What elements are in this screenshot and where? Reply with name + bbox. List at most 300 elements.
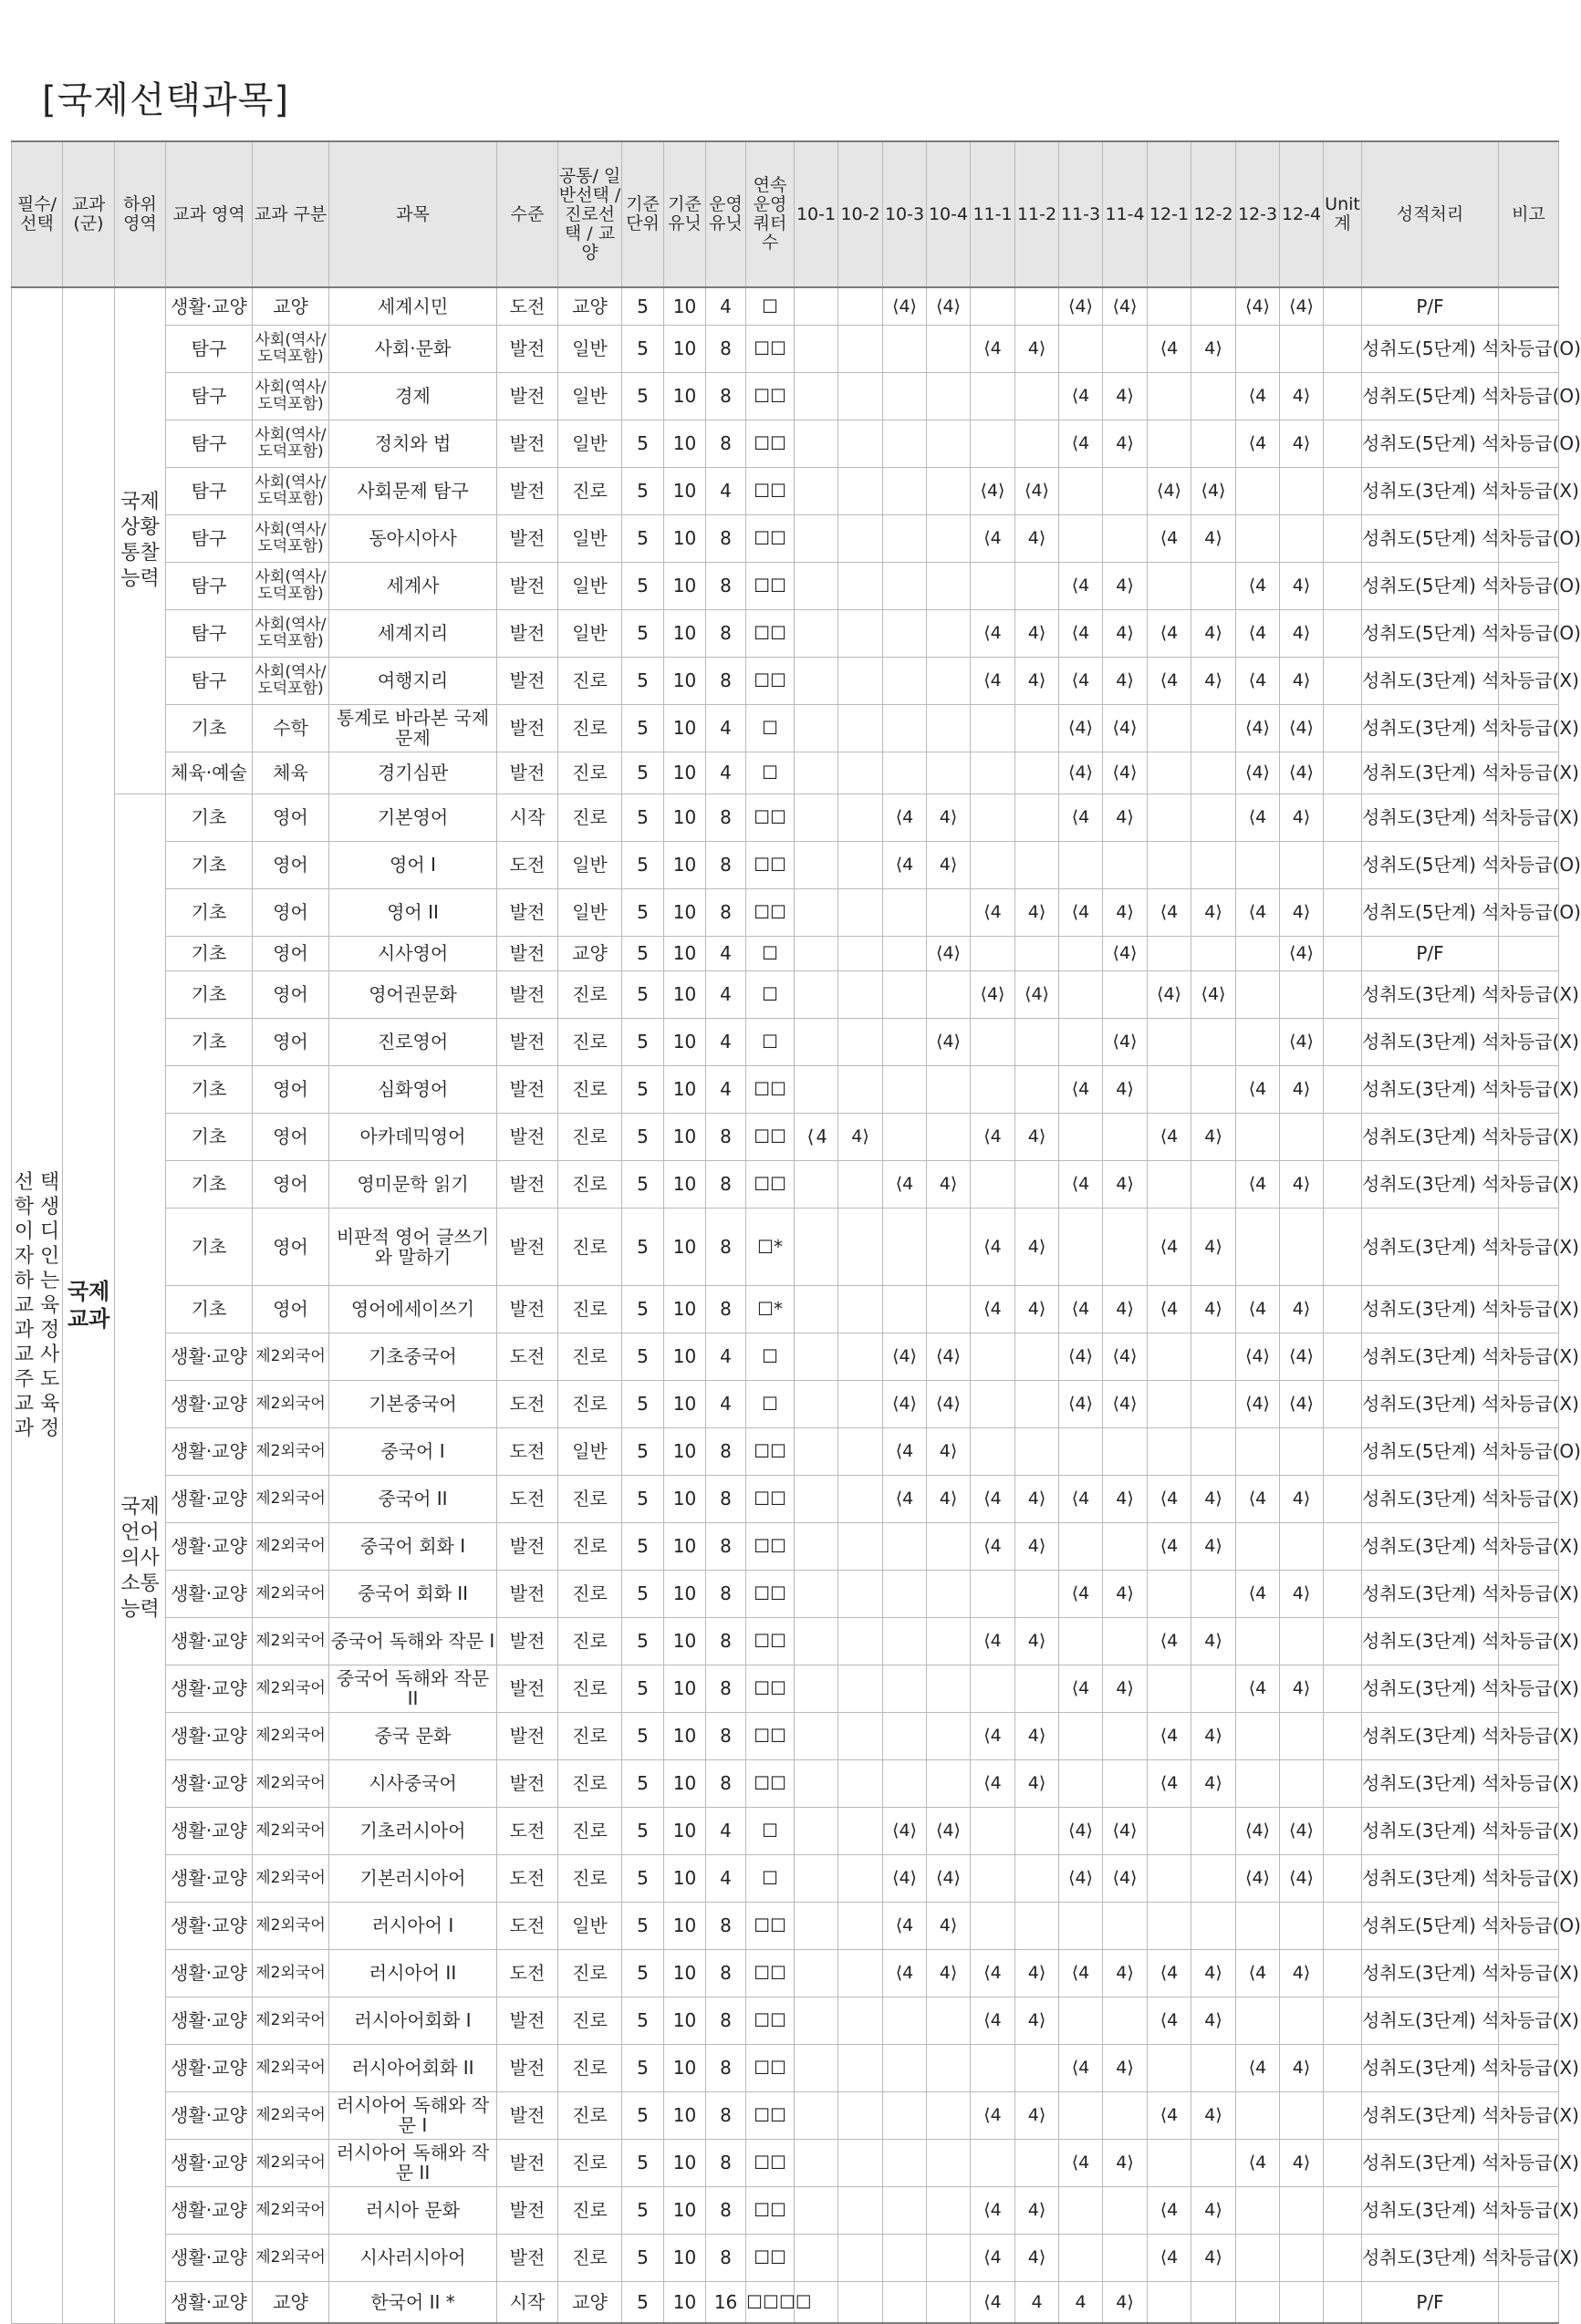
cell-std-unit: 10 (664, 1285, 706, 1333)
cell-op-unit: ☐☐ (746, 1522, 795, 1570)
cell-q12-3: ⟨4⟩ (1280, 287, 1324, 325)
cell-base-unit: 4 (706, 1333, 746, 1380)
cell-category: 세계지리 (329, 609, 497, 657)
cell-level: 진로 (558, 1665, 622, 1712)
column-header: 10-2 (838, 141, 883, 287)
cell-unit-total: 성취도(3단계) 석차등급(X) (1362, 1208, 1499, 1285)
cell-level: 진로 (558, 1018, 622, 1065)
cell-level: 진로 (558, 2186, 622, 2234)
cell-q12-2 (1236, 467, 1280, 514)
cell-q12-4 (1324, 1665, 1362, 1712)
cell-q10-2 (883, 1665, 927, 1712)
cell-q11-3: 4⟩ (1103, 2139, 1148, 2186)
cell-q12-3: 4⟩ (1280, 1570, 1324, 1617)
cell-q11-4 (1148, 1665, 1191, 1712)
cell-q10-1 (838, 325, 883, 372)
cell-track: 생활·교양 (166, 1475, 253, 1522)
cell-q10-3: ⟨4⟩ (927, 1807, 971, 1854)
cell-q12-1: 4⟩ (1191, 2186, 1236, 2234)
table-row (12, 2281, 1559, 2323)
cell-q11-2: ⟨4⟩ (1059, 1333, 1103, 1380)
cell-std-unit: 10 (664, 1018, 706, 1065)
cell-q10-4: ⟨4 (971, 609, 1015, 657)
table-row (12, 1065, 1559, 1113)
cell-q12-1: 4⟩ (1191, 1949, 1236, 1997)
cell-q11-3 (1103, 970, 1148, 1018)
sub-area-cell: 국제 언어 의사 소통 능력 (115, 794, 166, 2323)
cell-std-unit: 10 (664, 1380, 706, 1427)
cell-level: 일반 (558, 325, 622, 372)
cell-q10-1 (838, 1759, 883, 1807)
cell-q11-2: ⟨4⟩ (1059, 287, 1103, 325)
cell-q11-1 (1015, 752, 1059, 794)
cell-op-unit: ☐ (746, 287, 795, 325)
cell-quarter (795, 1475, 838, 1522)
cell-q11-4: ⟨4 (1148, 2234, 1191, 2281)
cell-q11-2 (1059, 325, 1103, 372)
cell-q11-4: ⟨4 (1148, 1475, 1191, 1522)
cell-q10-3: 4⟩ (927, 1949, 971, 1997)
cell-q12-1 (1191, 1333, 1236, 1380)
cell-q11-2: ⟨4⟩ (1059, 1854, 1103, 1902)
cell-subject: 도전 (497, 1949, 558, 1997)
cell-q11-2: ⟨4 (1059, 1475, 1103, 1522)
cell-level: 진로 (558, 1160, 622, 1208)
table-row (12, 1949, 1559, 1997)
cell-type: 5 (622, 420, 664, 467)
cell-q10-2: ⟨4 (883, 1949, 927, 1997)
cell-q12-4 (1324, 562, 1362, 609)
cell-q12-1: 4⟩ (1191, 609, 1236, 657)
cell-q10-4: ⟨4 (971, 1949, 1015, 1997)
cell-q11-4: ⟨4 (1148, 1208, 1191, 1285)
cell-q11-4: ⟨4 (1148, 1522, 1191, 1570)
cell-q10-1 (838, 372, 883, 420)
cell-q10-3 (927, 514, 971, 562)
cell-q11-4: ⟨4 (1148, 888, 1191, 936)
cell-q12-1 (1191, 372, 1236, 420)
cell-q11-3 (1103, 2186, 1148, 2234)
cell-quarter (795, 1018, 838, 1065)
cell-q12-1: 4⟩ (1191, 1475, 1236, 1522)
cell-quarter (795, 657, 838, 704)
cell-quarter (795, 1807, 838, 1854)
table-row (12, 2234, 1559, 2281)
cell-base-unit: 8 (706, 1285, 746, 1333)
cell-q10-3: 4⟩ (927, 794, 971, 841)
cell-base-unit: 4 (706, 1380, 746, 1427)
cell-std-unit: 10 (664, 1427, 706, 1475)
cell-q10-4: ⟨4 (971, 1712, 1015, 1759)
cell-category: 중국어 I (329, 1427, 497, 1475)
page-title: [국제선택과목] (42, 79, 290, 121)
cell-subject: 발전 (497, 2186, 558, 2234)
cell-q11-1: 4⟩ (1015, 2091, 1059, 2139)
cell-q11-3: 4⟩ (1103, 1065, 1148, 1113)
cell-q10-2 (883, 970, 927, 1018)
cell-q10-2 (883, 1113, 927, 1160)
cell-q12-4 (1324, 2091, 1362, 2139)
cell-subject: 도전 (497, 841, 558, 888)
cell-quarter (795, 1665, 838, 1712)
cell-q11-1 (1015, 1065, 1059, 1113)
cell-subject: 발전 (497, 609, 558, 657)
cell-quarter (795, 287, 838, 325)
cell-q10-1 (838, 1427, 883, 1475)
cell-domain: 제2외국어 (253, 1807, 329, 1854)
cell-std-unit: 10 (664, 467, 706, 514)
cell-q10-4: ⟨4 (971, 325, 1015, 372)
cell-q12-3: 4⟩ (1280, 609, 1324, 657)
cell-q10-4 (971, 2044, 1015, 2091)
cell-q10-1 (838, 2234, 883, 2281)
cell-type: 5 (622, 1018, 664, 1065)
cell-q10-2 (883, 420, 927, 467)
table-row (12, 1018, 1559, 1065)
cell-q11-3 (1103, 1617, 1148, 1665)
cell-std-unit: 10 (664, 1208, 706, 1285)
cell-q10-4: ⟨4 (971, 2281, 1015, 2323)
cell-base-unit: 8 (706, 1759, 746, 1807)
cell-q10-4: ⟨4 (971, 514, 1015, 562)
cell-q12-2: ⟨4 (1236, 2044, 1280, 2091)
cell-quarter (795, 1997, 838, 2044)
cell-q11-1: 4 (1015, 2281, 1059, 2323)
cell-subject: 시작 (497, 794, 558, 841)
cell-q12-2 (1236, 2186, 1280, 2234)
cell-q12-4 (1324, 467, 1362, 514)
cell-q11-3: 4⟩ (1103, 372, 1148, 420)
cell-type: 5 (622, 1712, 664, 1759)
cell-q11-3 (1103, 1427, 1148, 1475)
cell-category: 영어 II (329, 888, 497, 936)
cell-level: 일반 (558, 1902, 622, 1949)
cell-q12-3: ⟨4⟩ (1280, 1380, 1324, 1427)
cell-domain: 교양 (253, 2281, 329, 2323)
cell-std-unit: 10 (664, 2091, 706, 2139)
cell-q12-2: ⟨4 (1236, 562, 1280, 609)
cell-q12-4 (1324, 1807, 1362, 1854)
cell-q11-2: ⟨4⟩ (1059, 704, 1103, 752)
cell-op-unit: ☐☐ (746, 1113, 795, 1160)
cell-q12-1: 4⟩ (1191, 325, 1236, 372)
cell-q10-3 (927, 2139, 971, 2186)
cell-quarter (795, 467, 838, 514)
cell-domain: 제2외국어 (253, 1665, 329, 1712)
cell-std-unit: 10 (664, 1160, 706, 1208)
cell-category: 기본중국어 (329, 1380, 497, 1427)
cell-q11-4: ⟨4⟩ (1148, 467, 1191, 514)
cell-subject: 발전 (497, 704, 558, 752)
cell-q12-2 (1236, 2234, 1280, 2281)
cell-q10-3: 4⟩ (927, 841, 971, 888)
cell-q11-1 (1015, 372, 1059, 420)
cell-unit-total: 성취도(3단계) 석차등급(X) (1362, 752, 1499, 794)
cell-q10-3 (927, 657, 971, 704)
cell-q12-2 (1236, 1208, 1280, 1285)
cell-q10-2 (883, 1522, 927, 1570)
cell-q10-3 (927, 2234, 971, 2281)
cell-q11-2: ⟨4 (1059, 794, 1103, 841)
cell-q12-4 (1324, 1997, 1362, 2044)
cell-q11-3: ⟨4⟩ (1103, 1854, 1148, 1902)
cell-base-unit: 8 (706, 1949, 746, 1997)
cell-q11-3: ⟨4⟩ (1103, 1333, 1148, 1380)
cell-level: 일반 (558, 372, 622, 420)
cell-op-unit: ☐☐ (746, 1475, 795, 1522)
cell-q12-3: 4⟩ (1280, 657, 1324, 704)
cell-q11-2: ⟨4 (1059, 888, 1103, 936)
cell-domain: 영어 (253, 1285, 329, 1333)
cell-q12-3: 4⟩ (1280, 2044, 1324, 2091)
cell-q11-1: 4⟩ (1015, 325, 1059, 372)
cell-q12-4 (1324, 514, 1362, 562)
cell-track: 탐구 (166, 657, 253, 704)
table-row (12, 1475, 1559, 1522)
cell-base-unit: 8 (706, 1665, 746, 1712)
cell-category: 중국어 독해와 작문 II (329, 1665, 497, 1712)
cell-unit-total: P/F (1362, 287, 1499, 325)
table-row (12, 1160, 1559, 1208)
cell-q12-1 (1191, 1160, 1236, 1208)
cell-quarter (795, 2234, 838, 2281)
cell-op-unit: ☐ (746, 936, 795, 970)
cell-base-unit: 8 (706, 1113, 746, 1160)
cell-domain: 영어 (253, 1208, 329, 1285)
cell-unit-total: 성취도(3단계) 석차등급(X) (1362, 2139, 1499, 2186)
cell-level: 진로 (558, 794, 622, 841)
table-row (12, 1997, 1559, 2044)
cell-q12-2: ⟨4 (1236, 1160, 1280, 1208)
cell-q11-4 (1148, 841, 1191, 888)
cell-q11-3: 4⟩ (1103, 888, 1148, 936)
cell-q12-2: ⟨4 (1236, 1570, 1280, 1617)
cell-q10-4: ⟨4 (971, 1285, 1015, 1333)
cell-q10-1 (838, 1333, 883, 1380)
cell-q12-3: ⟨4⟩ (1280, 1807, 1324, 1854)
cell-base-unit: 4 (706, 704, 746, 752)
cell-base-unit: 8 (706, 1522, 746, 1570)
cell-q10-2 (883, 372, 927, 420)
cell-q11-1 (1015, 1807, 1059, 1854)
cell-q10-3 (927, 704, 971, 752)
cell-q10-1 (838, 287, 883, 325)
cell-subject: 발전 (497, 2044, 558, 2091)
cell-subject: 발전 (497, 420, 558, 467)
cell-level: 진로 (558, 1949, 622, 1997)
cell-q10-4: ⟨4 (971, 888, 1015, 936)
cell-domain: 영어 (253, 1065, 329, 1113)
cell-q11-2: ⟨4⟩ (1059, 752, 1103, 794)
cell-q10-2 (883, 2139, 927, 2186)
cell-q11-4: ⟨4 (1148, 2186, 1191, 2234)
cell-q10-2 (883, 1712, 927, 1759)
cell-unit-total: 성취도(5단계) 석차등급(O) (1362, 841, 1499, 888)
cell-unit-total: 성취도(5단계) 석차등급(O) (1362, 325, 1499, 372)
cell-q10-1 (838, 1570, 883, 1617)
cell-q11-1 (1015, 1160, 1059, 1208)
cell-q11-2 (1059, 1759, 1103, 1807)
cell-domain: 제2외국어 (253, 1333, 329, 1380)
cell-unit-total: 성취도(5단계) 석차등급(O) (1362, 888, 1499, 936)
cell-subject: 발전 (497, 1285, 558, 1333)
cell-q12-4 (1324, 420, 1362, 467)
cell-q10-2 (883, 514, 927, 562)
cell-q10-2 (883, 704, 927, 752)
cell-q11-2 (1059, 970, 1103, 1018)
cell-q10-4 (971, 1160, 1015, 1208)
cell-subject: 발전 (497, 1160, 558, 1208)
cell-q11-2 (1059, 514, 1103, 562)
table-row (12, 1759, 1559, 1807)
table-row (12, 1285, 1559, 1333)
table-row (12, 562, 1559, 609)
cell-q10-1 (838, 1665, 883, 1712)
cell-unit-total: 성취도(5단계) 석차등급(O) (1362, 420, 1499, 467)
cell-q12-3: ⟨4⟩ (1280, 936, 1324, 970)
cell-unit-total: 성취도(3단계) 석차등급(X) (1362, 1617, 1499, 1665)
cell-type: 5 (622, 1949, 664, 1997)
cell-base-unit: 8 (706, 1475, 746, 1522)
cell-subject: 발전 (497, 1018, 558, 1065)
cell-q12-1 (1191, 2281, 1236, 2323)
cell-q12-2: ⟨4⟩ (1236, 1807, 1280, 1854)
cell-track: 생활·교양 (166, 1854, 253, 1902)
cell-level: 진로 (558, 1285, 622, 1333)
cell-q11-1 (1015, 794, 1059, 841)
cell-q12-1: 4⟩ (1191, 1285, 1236, 1333)
cell-base-unit: 8 (706, 794, 746, 841)
cell-q11-1: 4⟩ (1015, 657, 1059, 704)
cell-q11-2 (1059, 2091, 1103, 2139)
cell-quarter (795, 1902, 838, 1949)
table-row (12, 1427, 1559, 1475)
cell-q10-3 (927, 888, 971, 936)
cell-q10-1 (838, 562, 883, 609)
cell-q11-4 (1148, 1065, 1191, 1113)
cell-q11-1: 4⟩ (1015, 1712, 1059, 1759)
cell-q10-1 (838, 841, 883, 888)
cell-op-unit: ☐☐☐☐ (746, 2281, 795, 2323)
cell-q11-3: 4⟩ (1103, 2281, 1148, 2323)
cell-q12-3: 4⟩ (1280, 888, 1324, 936)
cell-domain: 사회(역사/ 도덕포함) (253, 609, 329, 657)
cell-op-unit: ☐ (746, 1854, 795, 1902)
cell-q11-2: ⟨4 (1059, 2139, 1103, 2186)
cell-q11-2 (1059, 841, 1103, 888)
cell-q11-1 (1015, 1665, 1059, 1712)
cell-q11-2 (1059, 1208, 1103, 1285)
cell-track: 생활·교양 (166, 2139, 253, 2186)
cell-domain: 제2외국어 (253, 2234, 329, 2281)
cell-category: 러시아어회화 II (329, 2044, 497, 2091)
table-row (12, 888, 1559, 936)
cell-type: 5 (622, 372, 664, 420)
cell-quarter (795, 609, 838, 657)
cell-subject: 발전 (497, 2139, 558, 2186)
cell-unit-total: 성취도(3단계) 석차등급(X) (1362, 1759, 1499, 1807)
cell-q11-4 (1148, 752, 1191, 794)
cell-q10-4: ⟨4 (971, 2234, 1015, 2281)
column-header: 과목 (329, 141, 497, 287)
cell-q10-2: ⟨4⟩ (883, 1380, 927, 1427)
cell-q10-1 (838, 1018, 883, 1065)
cell-op-unit: ☐ (746, 1807, 795, 1854)
cell-track: 기초 (166, 888, 253, 936)
cell-type: 5 (622, 888, 664, 936)
cell-level: 교양 (558, 287, 622, 325)
cell-q11-2 (1059, 936, 1103, 970)
cell-q11-4: ⟨4 (1148, 1617, 1191, 1665)
cell-category: 러시아어 I (329, 1902, 497, 1949)
cell-op-unit: ☐☐ (746, 1160, 795, 1208)
cell-q12-1: 4⟩ (1191, 514, 1236, 562)
cell-track: 기초 (166, 1065, 253, 1113)
cell-q10-4: ⟨4 (971, 1208, 1015, 1285)
cell-track: 생활·교양 (166, 2281, 253, 2323)
cell-track: 생활·교양 (166, 1570, 253, 1617)
cell-subject: 발전 (497, 514, 558, 562)
cell-level: 진로 (558, 2139, 622, 2186)
cell-q12-3: 4⟩ (1280, 420, 1324, 467)
cell-op-unit: ☐☐ (746, 467, 795, 514)
cell-q10-2: ⟨4 (883, 794, 927, 841)
cell-type: 5 (622, 1160, 664, 1208)
cell-q11-2: ⟨4 (1059, 1949, 1103, 1997)
cell-op-unit: ☐☐ (746, 888, 795, 936)
cell-q10-4: ⟨4 (971, 1522, 1015, 1570)
cell-q10-2 (883, 562, 927, 609)
cell-base-unit: 8 (706, 2139, 746, 2186)
cell-q12-3 (1280, 514, 1324, 562)
cell-subject: 도전 (497, 1475, 558, 1522)
cell-category: 시사영어 (329, 936, 497, 970)
cell-q10-4 (971, 936, 1015, 970)
cell-q11-4 (1148, 794, 1191, 841)
cell-op-unit: ☐☐ (746, 657, 795, 704)
table-row (12, 1208, 1559, 1285)
cell-q12-3: ⟨4⟩ (1280, 1333, 1324, 1380)
cell-q10-2: ⟨4 (883, 1427, 927, 1475)
cell-std-unit: 10 (664, 2044, 706, 2091)
cell-category: 세계사 (329, 562, 497, 609)
cell-type: 5 (622, 1759, 664, 1807)
cell-op-unit: ☐* (746, 1285, 795, 1333)
cell-q12-3 (1280, 2234, 1324, 2281)
column-header: 비고 (1499, 141, 1559, 287)
cell-domain: 제2외국어 (253, 1854, 329, 1902)
cell-q12-4 (1324, 657, 1362, 704)
cell-track: 기초 (166, 1208, 253, 1285)
cell-q10-3 (927, 970, 971, 1018)
cell-op-unit: ☐☐ (746, 2139, 795, 2186)
cell-q11-4 (1148, 372, 1191, 420)
cell-op-unit: ☐☐ (746, 1949, 795, 1997)
cell-q11-1 (1015, 2044, 1059, 2091)
column-header: 11-1 (971, 141, 1015, 287)
cell-op-unit: ☐ (746, 752, 795, 794)
cell-q10-4 (971, 841, 1015, 888)
cell-q12-4 (1324, 1427, 1362, 1475)
cell-q12-1 (1191, 1380, 1236, 1427)
cell-category: 세계시민 (329, 287, 497, 325)
cell-q11-4 (1148, 562, 1191, 609)
cell-q10-4 (971, 752, 1015, 794)
cell-std-unit: 10 (664, 562, 706, 609)
cell-subject: 도전 (497, 1380, 558, 1427)
cell-domain: 사회(역사/ 도덕포함) (253, 657, 329, 704)
cell-subject: 도전 (497, 1427, 558, 1475)
